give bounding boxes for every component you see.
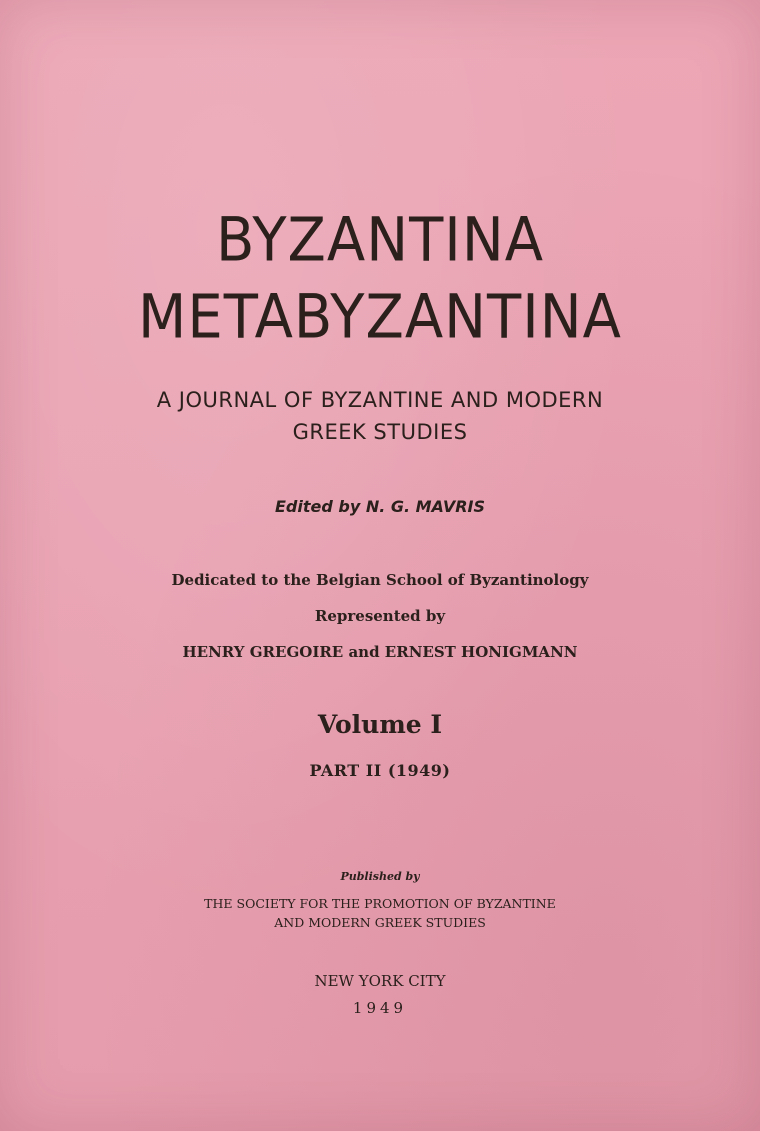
volume-number: Volume I xyxy=(317,710,443,739)
subtitle-line-1: A JOURNAL OF BYZANTINE AND MODERN xyxy=(156,388,604,412)
subtitle-line-2: GREEK STUDIES xyxy=(292,420,468,444)
publication-year: 1949 xyxy=(352,999,408,1017)
publication-city: NEW YORK CITY xyxy=(314,972,446,990)
title-line-1: BYZANTINA xyxy=(215,205,545,276)
publisher-line-2: AND MODERN GREEK STUDIES xyxy=(274,915,486,930)
publisher-line-1: THE SOCIETY FOR THE PROMOTION OF BYZANTINE xyxy=(204,896,556,911)
dedication-line-2: Represented by xyxy=(314,607,446,625)
dedication-line-1: Dedicated to the Belgian School of Byzantinology xyxy=(171,571,589,589)
title-line-2: METABYZANTINA xyxy=(138,282,622,353)
part-number: PART II (1949) xyxy=(309,761,451,780)
editor-credit: Edited by N. G. MAVRIS xyxy=(274,497,486,516)
dedication-names: HENRY GREGOIRE and ERNEST HONIGMANN xyxy=(182,643,578,661)
published-by-label: Published by xyxy=(340,870,420,883)
